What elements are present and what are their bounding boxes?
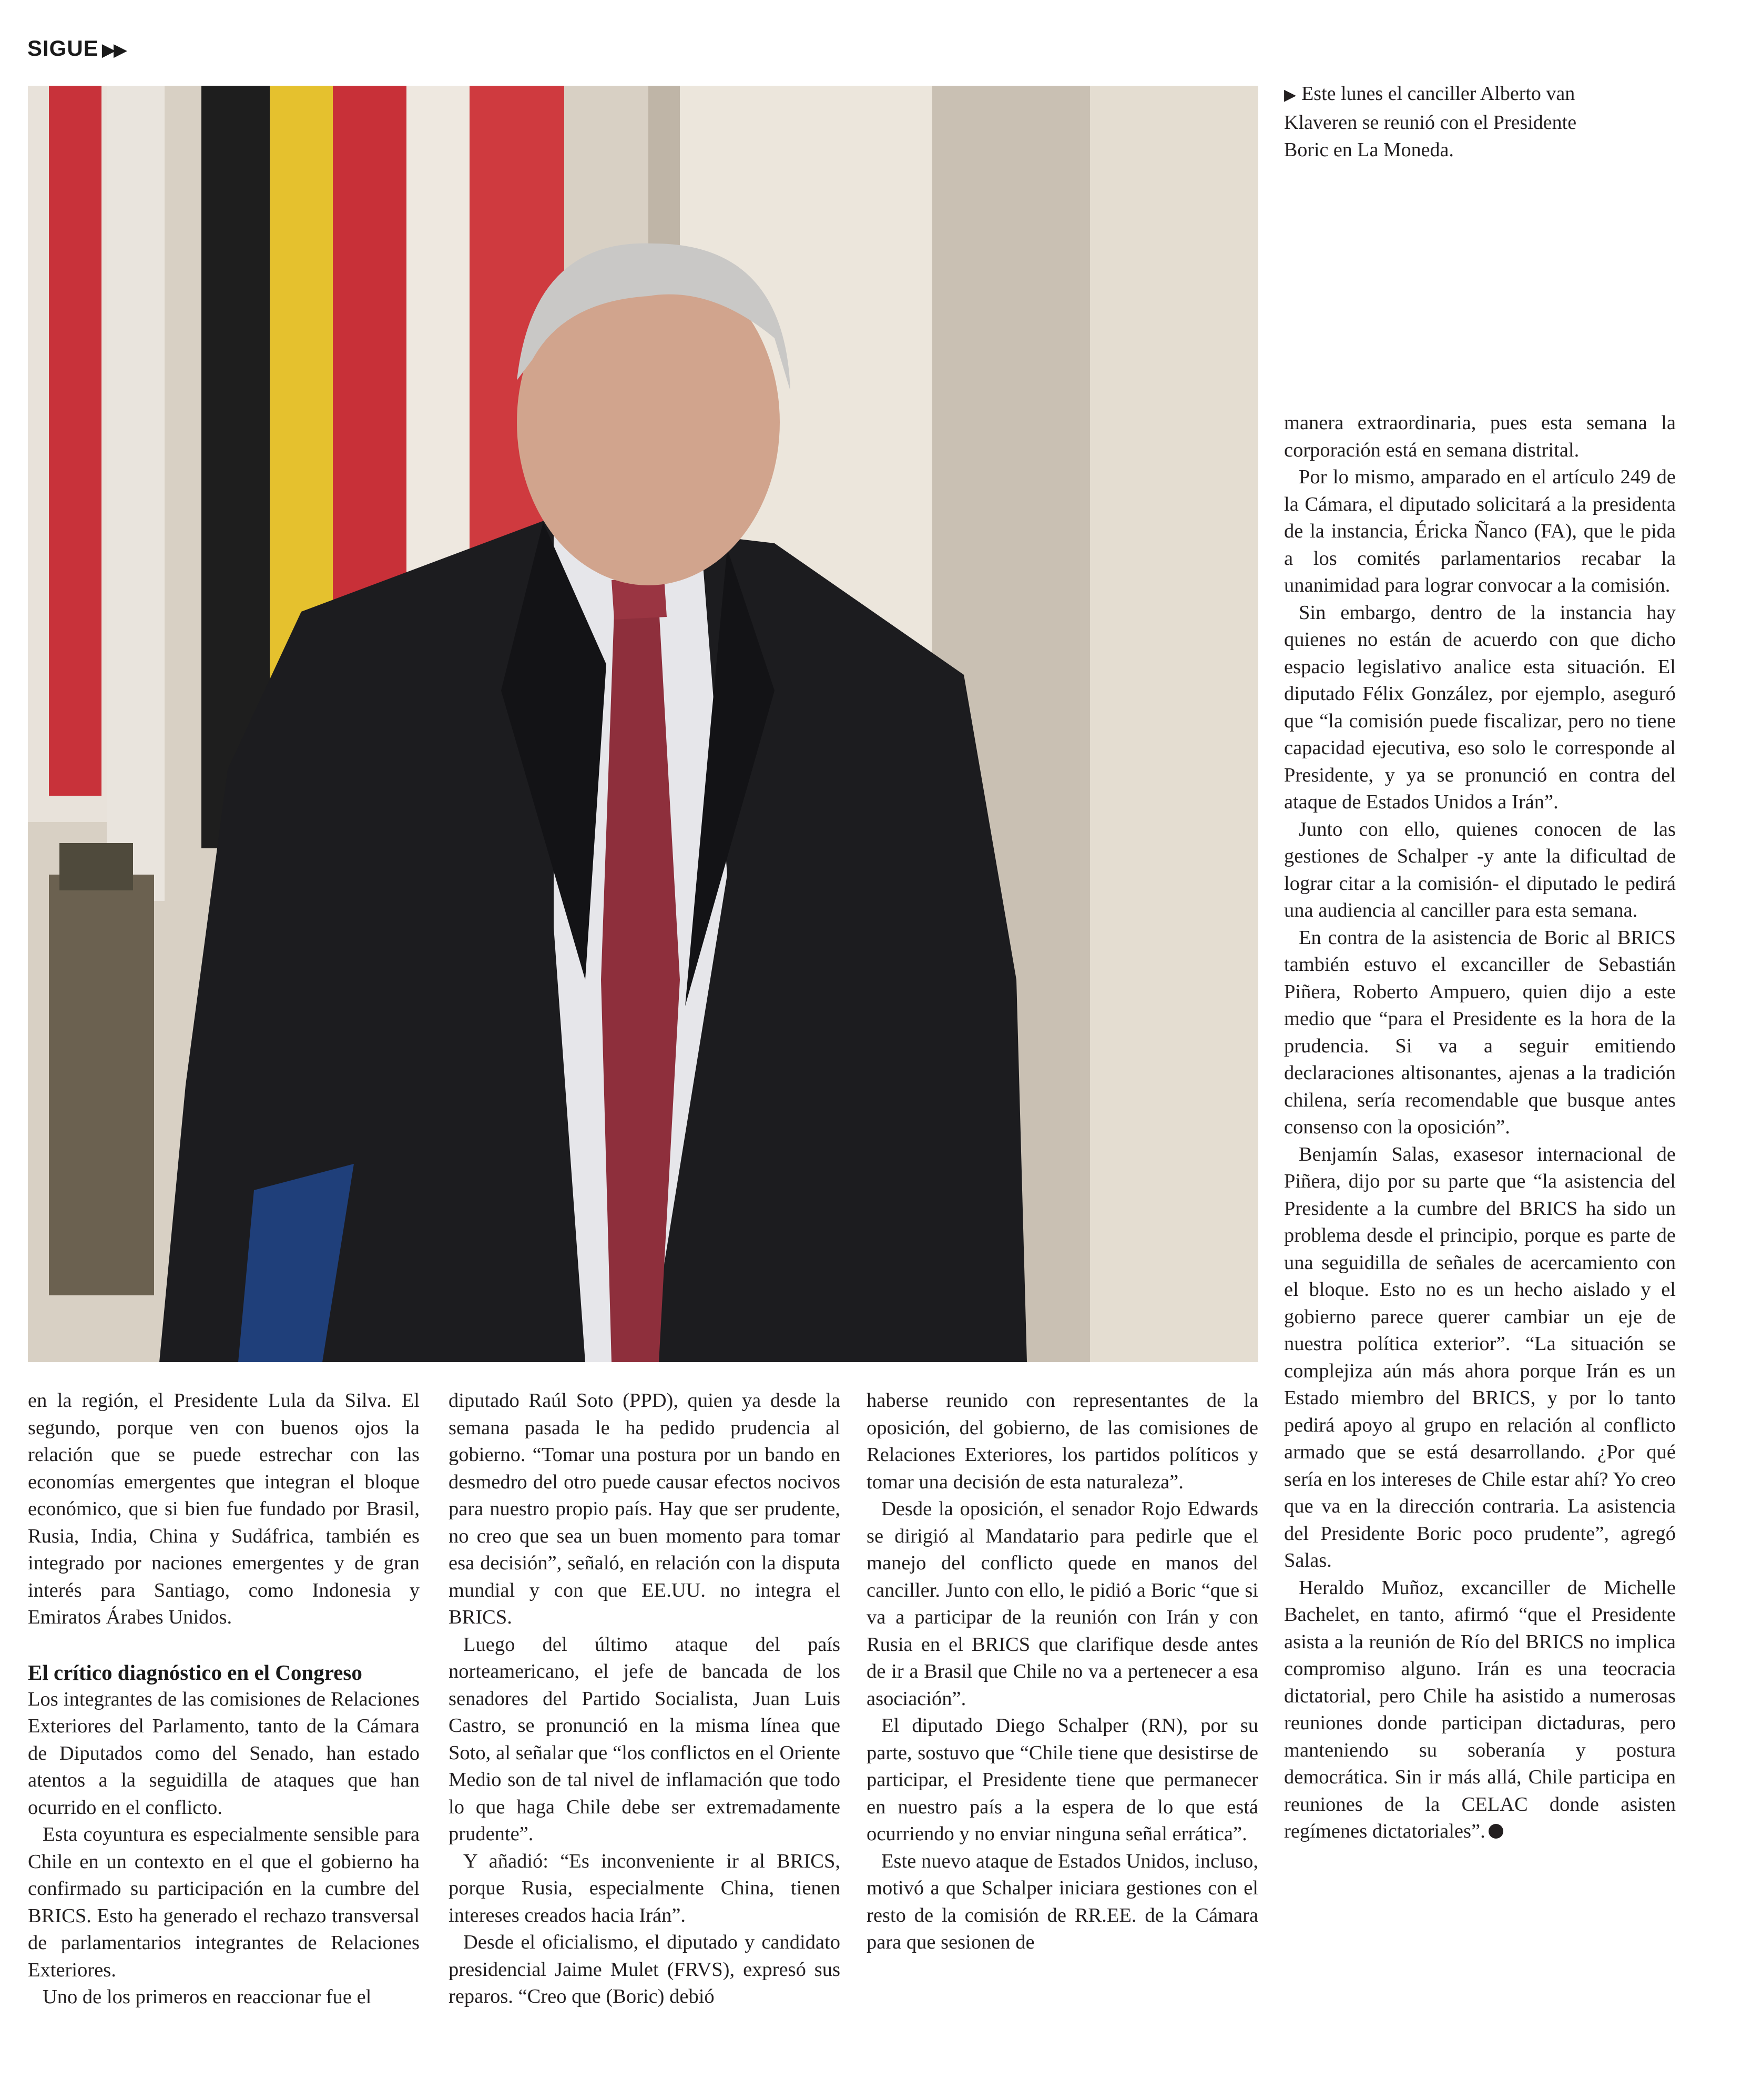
paragraph: haberse reunido con representantes de la oposición, del gobierno, de las comisiones de Relaciones Exteriores, los partidos políticos y tomar una decisión de esta naturaleza”. — [867, 1389, 1258, 1493]
paragraph: Los integrantes de las comisiones de Relaciones Exteriores del Parlamento, tanto de la Cámara de Diputados como del Senado, han estado atentos a la seguidilla de ataques que han ocurrido en el conflicto. — [28, 1688, 420, 1819]
end-of-article-dot-icon — [1489, 1824, 1503, 1839]
paragraph: Este nuevo ataque de Estados Unidos, incluso, motivó a que Schalper iniciara gestiones con el resto de la comisión de RR.EE. de la Cámara para que sesionen de — [867, 1850, 1258, 1953]
paragraph: Junto con ello, quienes conocen de las gestiones de Schalper -y ante la dificultad de lograr citar a la comisión- el diputado le pedirá una audiencia al canciller para esta semana. — [1284, 818, 1676, 921]
paragraph: Desde el oficialismo, el diputado y candidato presidencial Jaime Mulet (FRVS), expresó sus reparos. “Creo que (Boric) debió — [449, 1931, 840, 2007]
paragraph-text: Heraldo Muñoz, excanciller de Michelle Bachelet, en tanto, afirmó “que el Presidente asista a la reunión de Río del BRICS no implica compromiso alguno. Irán es una teocracia dictatorial, pero Chile ha asistido a numerosas reuniones donde participan dictaduras, pero manteniendo su soberanía y postura democrática. Sin ir más allá, Chile participa en reuniones de la CELAC donde asisten regímenes dictatoriales”. — [1284, 1576, 1676, 1842]
article-column-2 — [449, 1387, 840, 2011]
paragraph-final — [1284, 1575, 1676, 1845]
paragraph: diputado Raúl Soto (PPD), quien ya desde la semana pasada le ha pedido prudencia al gobierno. “Tomar una postura por un bando en desmedro del otro puede causar efectos nocivos para nuestro propio país. Hay que ser prudente, no creo que sea un buen momento para tomar esa decisión”, señaló, en relación con la disputa mundial y con que EE.UU. no integra el BRICS. — [449, 1389, 840, 1628]
paragraph: Y añadió: “Es inconveniente ir al BRICS, porque Rusia, especialmente China, tienen intereses creados hacia Irán”. — [449, 1850, 840, 1926]
subheading: El crítico diagnóstico en el Congreso — [28, 1660, 362, 1685]
section-label-text: SIGUE — [27, 36, 99, 60]
double-arrow-icon: ▶▶ — [101, 40, 125, 60]
paragraph: El diputado Diego Schalper (RN), por su parte, sostuvo que “Chile tiene que desistirse de participar, el Presidente tiene que permanecer en nuestro país a la espera de lo que está ocurriendo y no enviar ninguna señal errática”. — [867, 1715, 1258, 1845]
paragraph: Esta coyuntura es especialmente sensible para Chile en un contexto en el que el gobierno ha confirmado su participación en la cumbre del BRICS. Esto ha generado el rechazo transversal de parlamentarios integrantes de Relaciones Exteriores. — [28, 1823, 420, 1981]
paragraph: Benjamín Salas, exasesor internacional de Piñera, dijo por su parte que “la asistencia del Presidente a la cumbre del BRICS ha sido un problema desde el principio, porque es parte de una seguidilla de señales de acercamiento con el bloque. Esto no es un hecho aislado y el gobierno parece querer cambiar un eje de nuestra política exterior”. “La situación se complejiza aún más ahora porque Irán es un Estado miembro del BRICS, y por lo tanto pedirá apoyo al grupo en relación al conflicto armado que se está desarrollando. ¿Por qué sería en los intereses de Chile estar ahí? Yo creo que va en la dirección contraria. La asistencia del Presidente Boric poco prudente”, agregó Salas. — [1284, 1143, 1676, 1571]
news-photo — [28, 86, 1258, 1362]
paragraph: Desde la oposición, el senador Rojo Edwards se dirigió al Mandatario para pedirle que el manejo del conflicto quede en manos del canciller. Junto con ello, le pidió a Boric “que si va a participar de la reunión con Irán y con Rusia en el BRICS que clarifique desde antes de ir a Brasil que Chile no va a pertenecer a esa asociación”. — [867, 1498, 1258, 1710]
section-label — [27, 36, 125, 61]
paragraph: manera extraordinaria, pues esta semana la corporación está en semana distrital. — [1284, 412, 1676, 461]
article-column-4 — [1284, 410, 1676, 1845]
paragraph: Por lo mismo, amparado en el artículo 249 de la Cámara, el diputado solicitará a la presidenta de la instancia, Éricka Ñanco (FA), que le pida a los comités parlamentarios recabar la unanimidad para lograr convocar a la comisión. — [1284, 466, 1676, 596]
article-column-3 — [867, 1387, 1258, 1956]
paragraph: en la región, el Presidente Lula da Silva. El segundo, porque ven con buenos ojos la relación que se puede estrechar con las economías emergentes que integran el bloque económico, que si bien fue fundado por Brasil, Rusia, India, China y Sudáfrica, también es integrado por naciones emergentes y de gran interés para Santiago, como Indonesia y Emiratos Árabes Unidos. — [28, 1389, 420, 1628]
photo-illustration — [28, 86, 1258, 1362]
caption-text: Este lunes el canciller Alberto van Klaveren se reunió con el Presidente Boric en La Moneda. — [1284, 83, 1577, 161]
photo-caption — [1284, 80, 1610, 164]
article-column-1 — [28, 1387, 420, 2011]
paragraph: Luego del último ataque del país norteamericano, el jefe de bancada de los senadores del Partido Socialista, Juan Luis Castro, se pronunció en la misma línea que Soto, al señalar que “los conflictos en el Oriente Medio son de tal nivel de inflamación que todo lo que haga Chile debe ser extremadamente prudente”. — [449, 1633, 840, 1845]
caption-marker-icon: ▶ — [1284, 86, 1297, 104]
paragraph: Uno de los primeros en reaccionar fue el — [43, 1986, 372, 2008]
paragraph: Sin embargo, dentro de la instancia hay quienes no están de acuerdo con que dicho espacio legislativo analice esta situación. El diputado Félix González, por ejemplo, aseguró que “la comisión puede fiscalizar, pero no tiene capacidad ejecutiva, eso solo le corresponde al Presidente, y ya se pronunció en contra del ataque de Estados Unidos a Irán”. — [1284, 601, 1676, 813]
paragraph: En contra de la asistencia de Boric al BRICS también estuvo el excanciller de Sebastián Piñera, Roberto Ampuero, quien dijo a este medio que “para el Presidente es la hora de la prudencia. Si va a seguir emitiendo declaraciones altisonantes, ajenas a la tradición chilena, sería recomendable que busque antes consenso con la oposición”. — [1284, 926, 1676, 1138]
